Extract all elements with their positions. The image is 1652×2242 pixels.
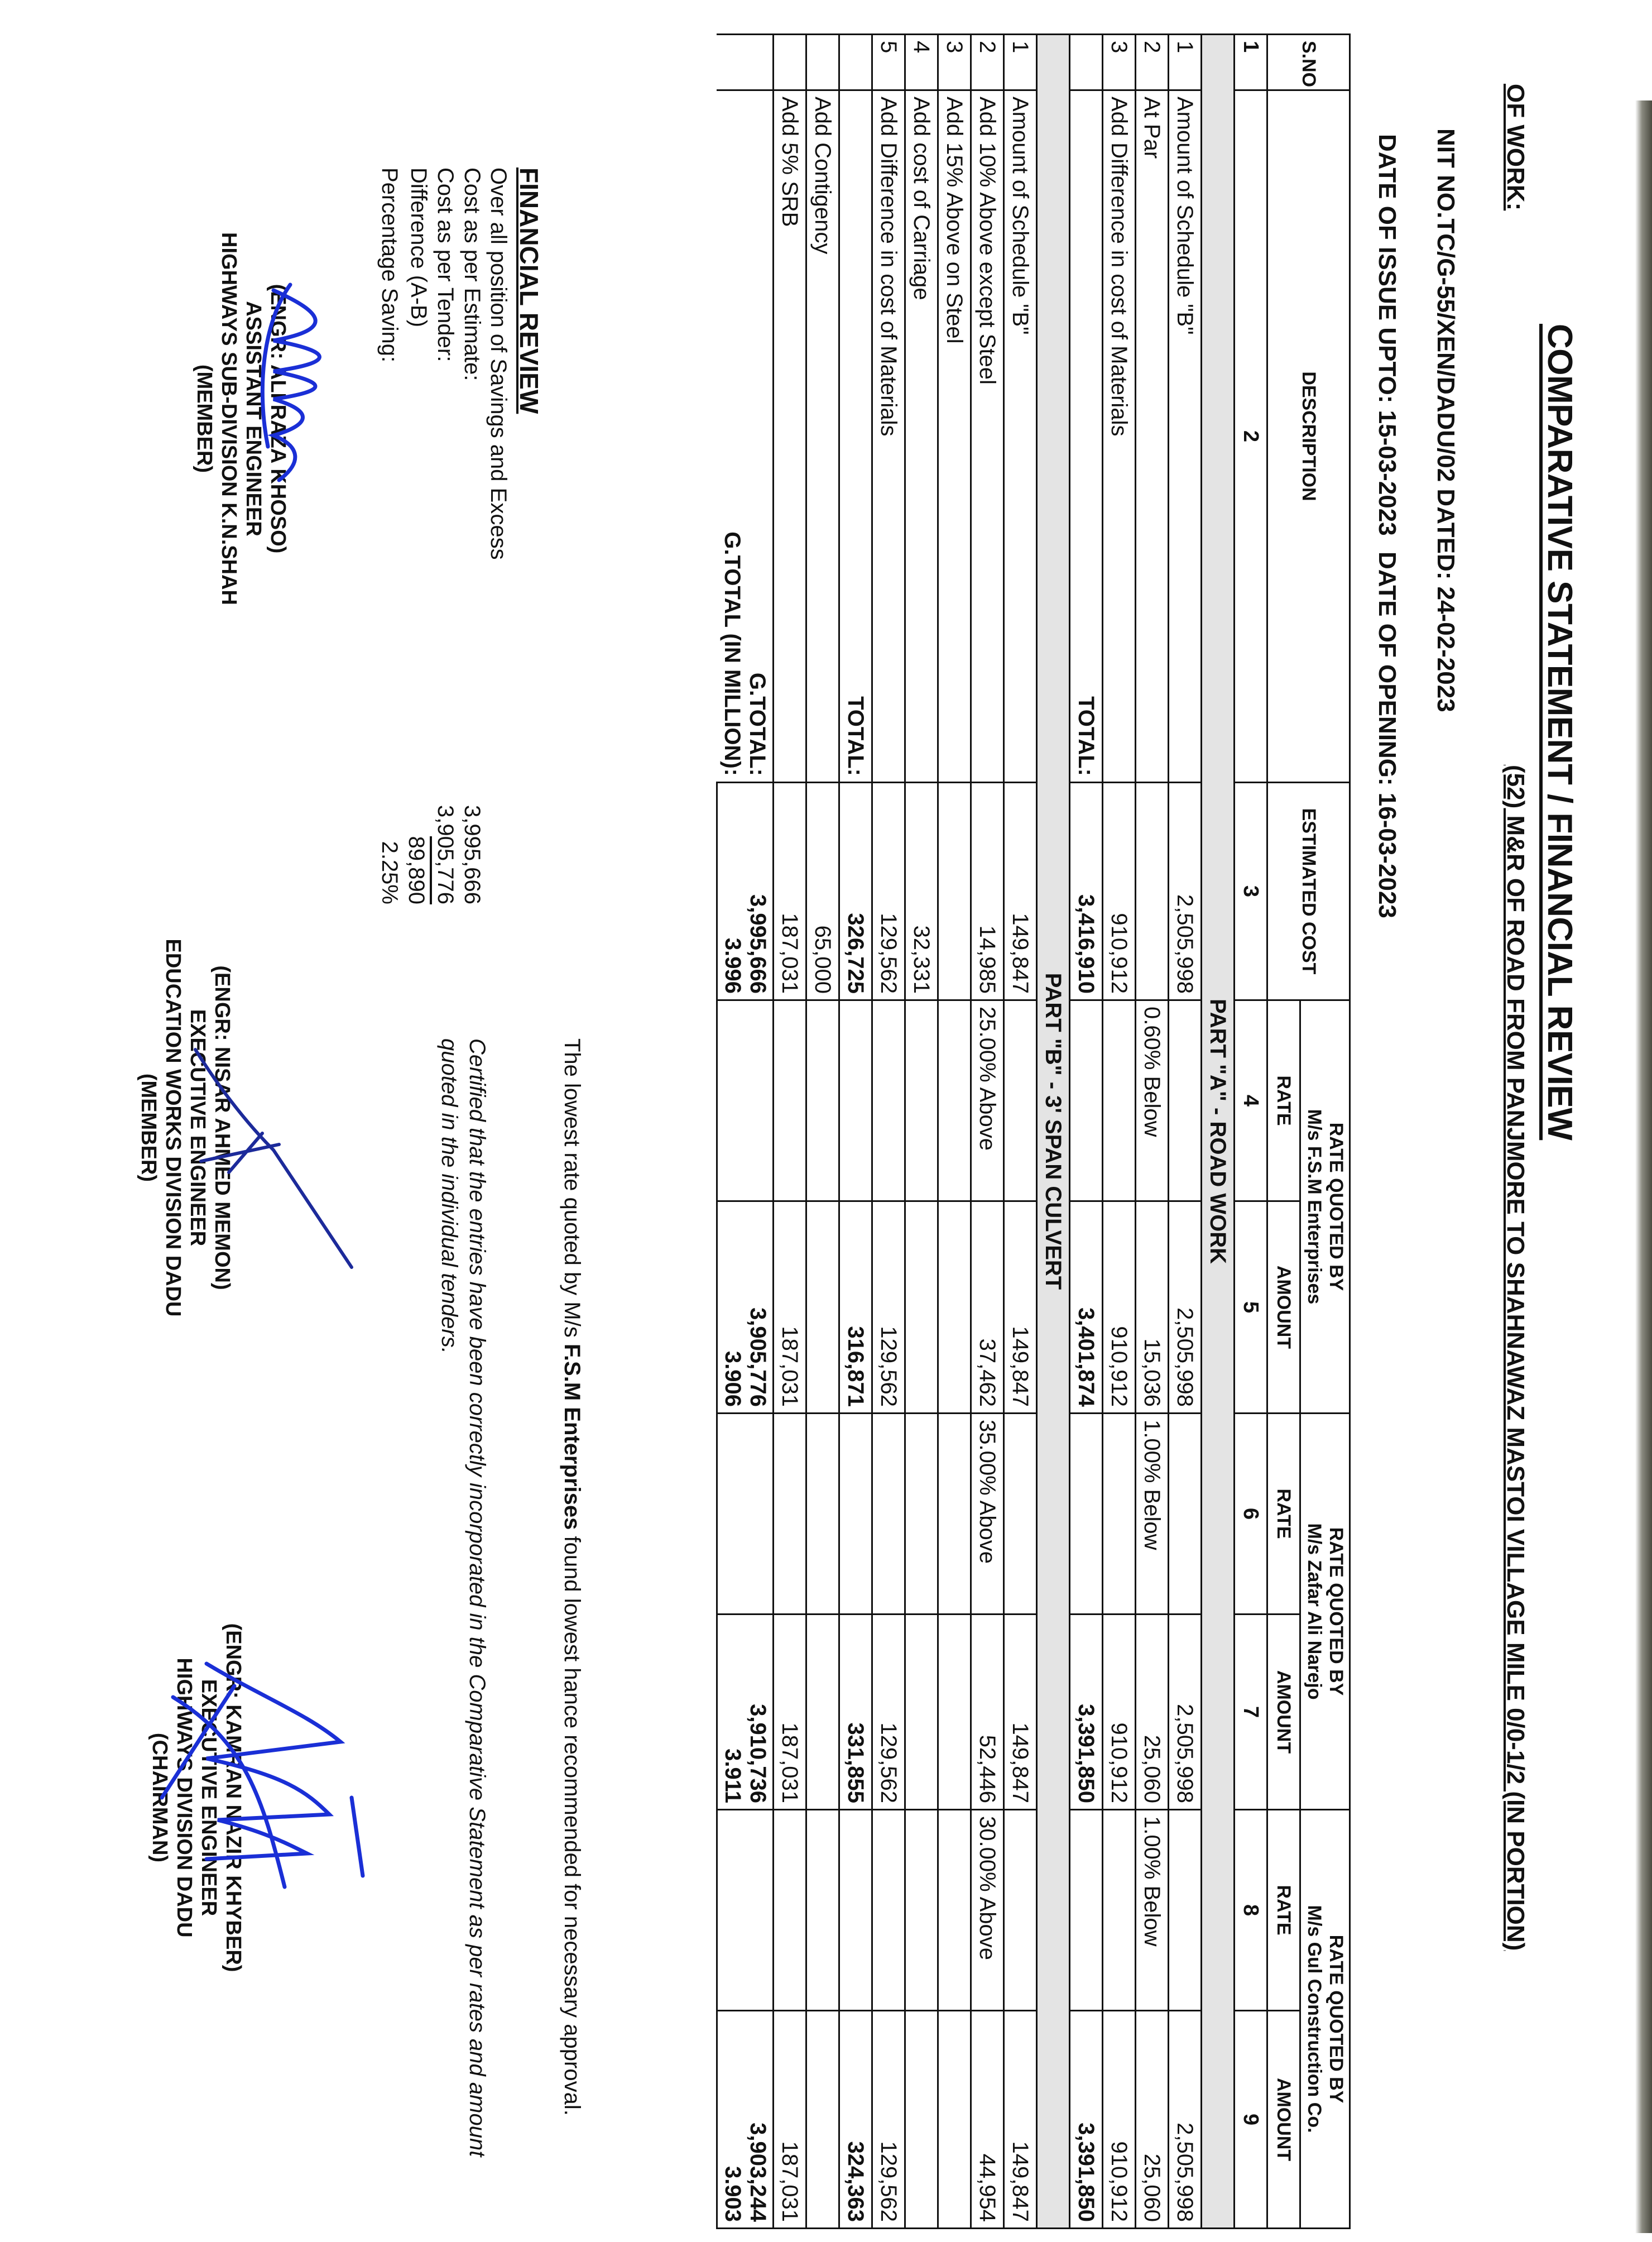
gtotal-value: 3,910,736 [746, 1704, 770, 1804]
total-bidder-3: 324,363 [839, 2011, 872, 2229]
certification-text: Certified that the entries have been correctly incorporated in the Comparative Statement as per rates and amount quoted in the individual tenders. [437, 1038, 489, 2157]
rate-quoted-by: RATE QUOTED BY [1326, 1934, 1347, 2104]
bidder-2-rate [1004, 1414, 1037, 1615]
bidder-1-header [1300, 1000, 1350, 1414]
row-number: 3 [1103, 35, 1136, 90]
row-description: At Par [1136, 90, 1169, 783]
contingency-bidder-2 [806, 1615, 839, 1810]
estimated-cost: 129,562 [872, 783, 905, 1000]
bidder-1-amount: 2,505,998 [1169, 1201, 1202, 1414]
gtotal-estimated [717, 783, 774, 1000]
gtotal-million-value: 3.911 [721, 1748, 745, 1804]
srb-bidder-3: 187,031 [774, 2011, 806, 2229]
rate-label: RATE [1267, 1414, 1300, 1615]
col-index: 9 [1235, 2011, 1267, 2229]
signatory-role: (MEMBER) [193, 364, 216, 473]
total-label: TOTAL: [839, 90, 872, 783]
col-estimated-cost: ESTIMATED COST [1267, 783, 1350, 1000]
signatory-designation: ASSISTANT ENGINEER [242, 301, 265, 536]
bidder-3-amount: 25,060 [1136, 2011, 1169, 2229]
row-number: 3 [938, 35, 971, 90]
bidder-2-rate: 1.00% Below [1136, 1414, 1169, 1615]
bidder-3-amount [905, 2011, 938, 2229]
bidder-1-amount: 910,912 [1103, 1201, 1136, 1414]
signature-block-executive-engineer-education [136, 849, 234, 1407]
table-row [872, 35, 905, 2229]
bidder-2-header [1300, 1414, 1350, 1810]
total-bidder-1: 316,871 [839, 1201, 872, 1414]
bidder-2-amount: 149,847 [1004, 1615, 1037, 1810]
amount-label: AMOUNT [1267, 2011, 1300, 2229]
bidder-3-rate [938, 1810, 971, 2011]
part-a-rows [1103, 35, 1202, 2229]
fin-row-tender [432, 167, 459, 904]
signatory-name: (ENGR: KAMRAN NAZIR KHYBER) [222, 1623, 245, 1972]
total-bidder-2: 3,391,850 [1070, 1615, 1103, 1810]
contingency-row [806, 35, 839, 2229]
tender-dates [1373, 134, 1401, 927]
gtotal-bidder-2 [717, 1615, 774, 1810]
bidder-3-amount [938, 2011, 971, 2229]
gtotal-bidder-1 [717, 1201, 774, 1414]
row-description: Add Difference in cost of Materials [872, 90, 905, 783]
fin-value: 3,995,666 [460, 805, 484, 904]
gtotal-million-value: 3.996 [721, 937, 745, 994]
table-row [1004, 35, 1037, 2229]
row-description: Add 15% Above on Steel [938, 90, 971, 783]
total-bidder-1: 3,401,874 [1070, 1201, 1103, 1414]
date-of-opening: DATE OF OPENING: 16-03-2023 [1374, 551, 1401, 918]
nit-number: NIT NO.TC/G-55/XEN/DADU/02 DATED: 24-02-2023 [1432, 128, 1459, 712]
srb-bidder-1: 187,031 [774, 1201, 806, 1414]
bidder-2-amount: 52,446 [971, 1615, 1004, 1810]
bidder-3-rate: 1.00% Below [1136, 1810, 1169, 2011]
contingency-bidder-3 [806, 2011, 839, 2229]
gtotal-million-value: 3.906 [721, 1350, 745, 1407]
rate-quoted-by: RATE QUOTED BY [1326, 1527, 1347, 1696]
srb-bidder-2: 187,031 [774, 1615, 806, 1810]
rate-label: RATE [1267, 1000, 1300, 1201]
col-index: 3 [1235, 783, 1267, 1000]
table-row [938, 35, 971, 2229]
part-a-title-row [1202, 35, 1235, 2229]
financial-review-title: FINANCIAL REVIEW [515, 167, 544, 414]
header-row-1 [1300, 35, 1350, 2229]
row-number: 1 [1004, 35, 1037, 90]
bidder-1-rate [1004, 1000, 1037, 1201]
bidder-3-amount: 910,912 [1103, 2011, 1136, 2229]
row-description: Add 10% Above except Steel [971, 90, 1004, 783]
table-row [1169, 35, 1202, 2229]
fin-value: 89,890 [403, 836, 432, 904]
signatory-name: (ENGR: ALI RAZA KHOSO) [266, 284, 290, 554]
row-number: 5 [872, 35, 905, 90]
estimated-cost: 32,331 [905, 783, 938, 1000]
comparative-table [716, 33, 1351, 2229]
bidder-2-rate [1103, 1414, 1136, 1615]
signatory-office: EDUCATION WORKS DIVISION DADU [161, 938, 185, 1317]
contingency-estimated: 65,000 [806, 783, 839, 1000]
gtotal-value: 3,995,666 [746, 894, 770, 994]
amount-label: AMOUNT [1267, 1201, 1300, 1414]
row-number: 2 [971, 35, 1004, 90]
table-row [905, 35, 938, 2229]
bidder-3-amount: 2,505,998 [1169, 2011, 1202, 2229]
signatory-office: HIGHWAYS DIVISION DADU [172, 1657, 196, 1938]
bidder-1-amount: 15,036 [1136, 1201, 1169, 1414]
row-description: Add cost of Carriage [905, 90, 938, 783]
bidder-1-amount: 37,462 [971, 1201, 1004, 1414]
row-number: 4 [905, 35, 938, 90]
bidder-2-amount: 129,562 [872, 1615, 905, 1810]
total-label: TOTAL: [1070, 90, 1103, 783]
gtotal-label-text: G.TOTAL: [745, 672, 770, 776]
recommended-firm: F.S.M Enterprises [560, 1343, 584, 1530]
part-a-total-row [1070, 35, 1103, 2229]
work-name: (52) M&R OF ROAD FROM PANJMORE TO SHAHNAWAZ MASTOI VILLAGE MILE 0/0-1/2 (IN PORTION) [1502, 765, 1529, 1951]
estimated-cost [938, 783, 971, 1000]
bidder-3-header [1300, 1810, 1350, 2229]
col-description: DESCRIPTION [1267, 90, 1350, 783]
bidder-3-rate [1004, 1810, 1037, 2011]
fin-label: Percentage Saving: [377, 167, 402, 363]
rate-label: RATE [1267, 1810, 1300, 2011]
bidder-1-amount [905, 1201, 938, 1414]
bidder-2-rate: 35.00% Above [971, 1414, 1004, 1615]
date-of-issue: DATE OF ISSUE UPTO: 15-03-2023 [1374, 134, 1401, 536]
work-label: OF WORK: [1502, 84, 1529, 211]
bidder-2-rate [1169, 1414, 1202, 1615]
estimated-cost: 2,505,998 [1169, 783, 1202, 1000]
bidder-1-amount: 149,847 [1004, 1201, 1037, 1414]
col-index: 1 [1235, 35, 1267, 90]
table-row [1136, 35, 1169, 2229]
fin-row-percentage [376, 167, 403, 904]
bidder-3-rate: 30.00% Above [971, 1810, 1004, 2011]
part-b-rows [872, 35, 1037, 2229]
estimated-cost: 149,847 [1004, 783, 1037, 1000]
total-bidder-2: 331,855 [839, 1615, 872, 1810]
signature-block-chairman [147, 1518, 246, 2077]
bidder-1-amount: 129,562 [872, 1201, 905, 1414]
col-index: 2 [1235, 90, 1267, 783]
bidder-2-amount [938, 1615, 971, 1810]
srb-estimated: 187,031 [774, 783, 806, 1000]
bidder-2-amount: 25,060 [1136, 1615, 1169, 1810]
col-index: 6 [1235, 1414, 1267, 1615]
bidder-3-amount: 129,562 [872, 2011, 905, 2229]
bidder-1-rate [905, 1000, 938, 1201]
signatory-designation: EXECUTIVE ENGINEER [186, 1009, 209, 1247]
estimated-cost: 14,985 [971, 783, 1004, 1000]
rate-quoted-by: RATE QUOTED BY [1326, 1122, 1347, 1291]
bidder-1-rate: 0.60% Below [1136, 1000, 1169, 1201]
bidder-2-rate [905, 1414, 938, 1615]
srb-row [774, 35, 806, 2229]
gtotal-bidder-3 [717, 2011, 774, 2229]
row-number: 1 [1169, 35, 1202, 90]
table-row [1103, 35, 1136, 2229]
signatory-office: HIGHWAYS SUB-DIVISION K.N.SHAH [217, 232, 241, 605]
bidder-1-rate [938, 1000, 971, 1201]
financial-review [376, 167, 544, 904]
contingency-label: Add Contigency [806, 90, 839, 783]
col-index: 8 [1235, 1810, 1267, 2011]
bidder-3-rate [872, 1810, 905, 2011]
total-estimated: 326,725 [839, 783, 872, 1000]
fin-label: Difference (A-B) [406, 167, 431, 328]
bidder-3-rate [1103, 1810, 1136, 2011]
col-index: 7 [1235, 1615, 1267, 1810]
document-title: COMPARATIVE STATEMENT / FINANCIAL REVIEW [1540, 324, 1579, 1141]
table-row [971, 35, 1004, 2229]
bidder-1-amount [938, 1201, 971, 1414]
estimated-cost [1136, 783, 1169, 1000]
row-description: Amount of Schedule "B" [1169, 90, 1202, 783]
fin-row-difference [403, 167, 432, 904]
gtotal-million-value: 3.903 [721, 2166, 745, 2222]
signatory-name: (ENGR: NISAR AHMED MEMON) [210, 965, 234, 1290]
column-index-row [1235, 35, 1267, 2229]
bidder-1-rate [1103, 1000, 1136, 1201]
bidder-3-amount: 44,954 [971, 2011, 1004, 2229]
bidder-3-rate [905, 1810, 938, 2011]
signatory-role: (MEMBER) [137, 1073, 160, 1182]
gtotal-label [717, 90, 774, 783]
gtotal-value: 3,905,776 [746, 1307, 770, 1407]
recommendation-prefix: The lowest rate quoted by M/s [560, 1038, 584, 1344]
bidder-2-name: M/s Zafar Ali Narejo [1304, 1523, 1325, 1700]
part-b-title-row [1037, 35, 1070, 2229]
bidder-3-amount: 149,847 [1004, 2011, 1037, 2229]
contingency-bidder-1 [806, 1201, 839, 1414]
srb-label: Add 5% SRB [774, 90, 806, 783]
bidder-1-rate: 25.00% Above [971, 1000, 1004, 1201]
part-b-total-row [839, 35, 872, 2229]
bidder-3-rate [1169, 1810, 1202, 2011]
total-bidder-3: 3,391,850 [1070, 2011, 1103, 2229]
gtotal-row [717, 35, 774, 2229]
row-description: Add Difference in cost of Materials [1103, 90, 1136, 783]
bidder-2-amount: 910,912 [1103, 1615, 1136, 1810]
part-a-title: PART "A" - ROAD WORK [1202, 35, 1235, 2229]
fin-value: 2.25% [377, 841, 402, 904]
total-estimated: 3,416,910 [1070, 783, 1103, 1000]
col-index: 4 [1235, 1000, 1267, 1201]
part-b-title: PART "B" - 3' SPAN CULVERT [1037, 35, 1070, 2229]
financial-review-subtitle: Over all position of Savings and Excess [486, 167, 511, 560]
gtotal-million-label: G.TOTAL (IN MILLION): [720, 531, 745, 776]
bidder-3-name: M/s Gul Construction Co. [1304, 1905, 1325, 2133]
fin-value: 3,905,776 [433, 805, 458, 904]
recommendation-suffix: found lowest hance recommended for necessary approval. [560, 1530, 584, 2116]
bidder-1-rate [1169, 1000, 1202, 1201]
fin-label: Cost as per Tender: [433, 167, 458, 362]
signatory-role: (CHAIRMAN) [148, 1732, 171, 1863]
bidder-2-rate [872, 1414, 905, 1615]
fin-row-estimate [459, 167, 486, 904]
bidder-1-name: M/s F.S.M Enterprises [1304, 1109, 1325, 1305]
col-index: 5 [1235, 1201, 1267, 1414]
gtotal-value: 3,903,244 [746, 2123, 770, 2222]
bidder-2-amount: 2,505,998 [1169, 1615, 1202, 1810]
signature-block-assistant-engineer [192, 167, 290, 670]
scan-edge [1635, 100, 1652, 2233]
signatory-designation: EXECUTIVE ENGINEER [197, 1679, 220, 1917]
bidder-2-amount [905, 1615, 938, 1810]
row-number: 2 [1136, 35, 1169, 90]
recommendation-text [558, 1038, 586, 2222]
col-sno: S.NO [1267, 35, 1350, 90]
amount-label: AMOUNT [1267, 1615, 1300, 1810]
bidder-2-rate [938, 1414, 971, 1615]
bidder-1-rate [872, 1000, 905, 1201]
row-description: Amount of Schedule "B" [1004, 90, 1037, 783]
estimated-cost: 910,912 [1103, 783, 1136, 1000]
fin-label: Cost as per Estimate: [460, 167, 484, 381]
